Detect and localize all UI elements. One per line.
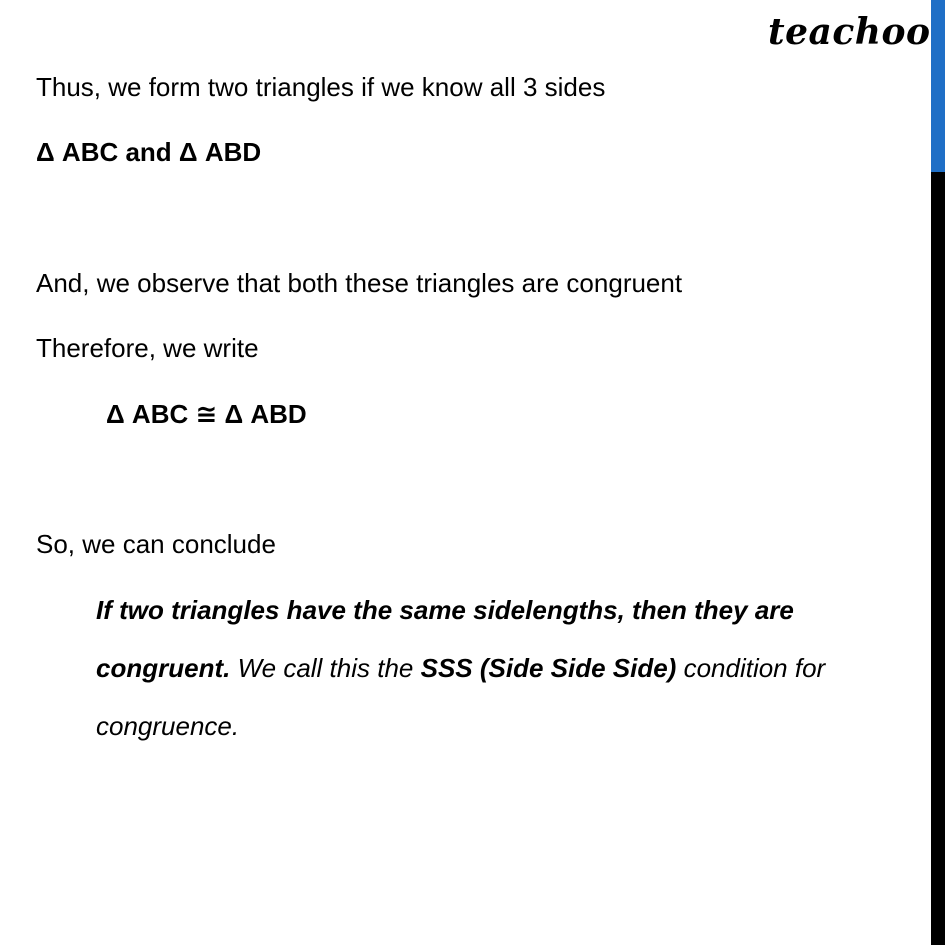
sss-conclusion bbox=[96, 581, 896, 755]
teachoo-logo: teachoo bbox=[768, 11, 931, 53]
sss-rule-bold: If two triangles have the same sidelengths, then they are congruent. bbox=[96, 595, 794, 683]
sidebar-blue-bar bbox=[931, 0, 945, 172]
triangles-named: Δ ABC and Δ ABD bbox=[36, 137, 262, 167]
intro-statement: Thus, we form two triangles if we know all 3 sides bbox=[36, 72, 606, 102]
sidebar-black-bar bbox=[931, 172, 945, 945]
sidebar-accent bbox=[931, 0, 945, 945]
congruence-equation: Δ ABC ≅ Δ ABD bbox=[106, 399, 307, 429]
sss-name-bold: SSS (Side Side Side) bbox=[420, 653, 677, 683]
sss-call-text: We call this the bbox=[230, 653, 421, 683]
congruence-observation: And, we observe that both these triangles are congruent bbox=[36, 268, 683, 298]
therefore-statement: Therefore, we write bbox=[36, 333, 259, 363]
conclude-statement: So, we can conclude bbox=[36, 529, 276, 559]
sss-condition-text: condition for congruence. bbox=[96, 653, 826, 741]
